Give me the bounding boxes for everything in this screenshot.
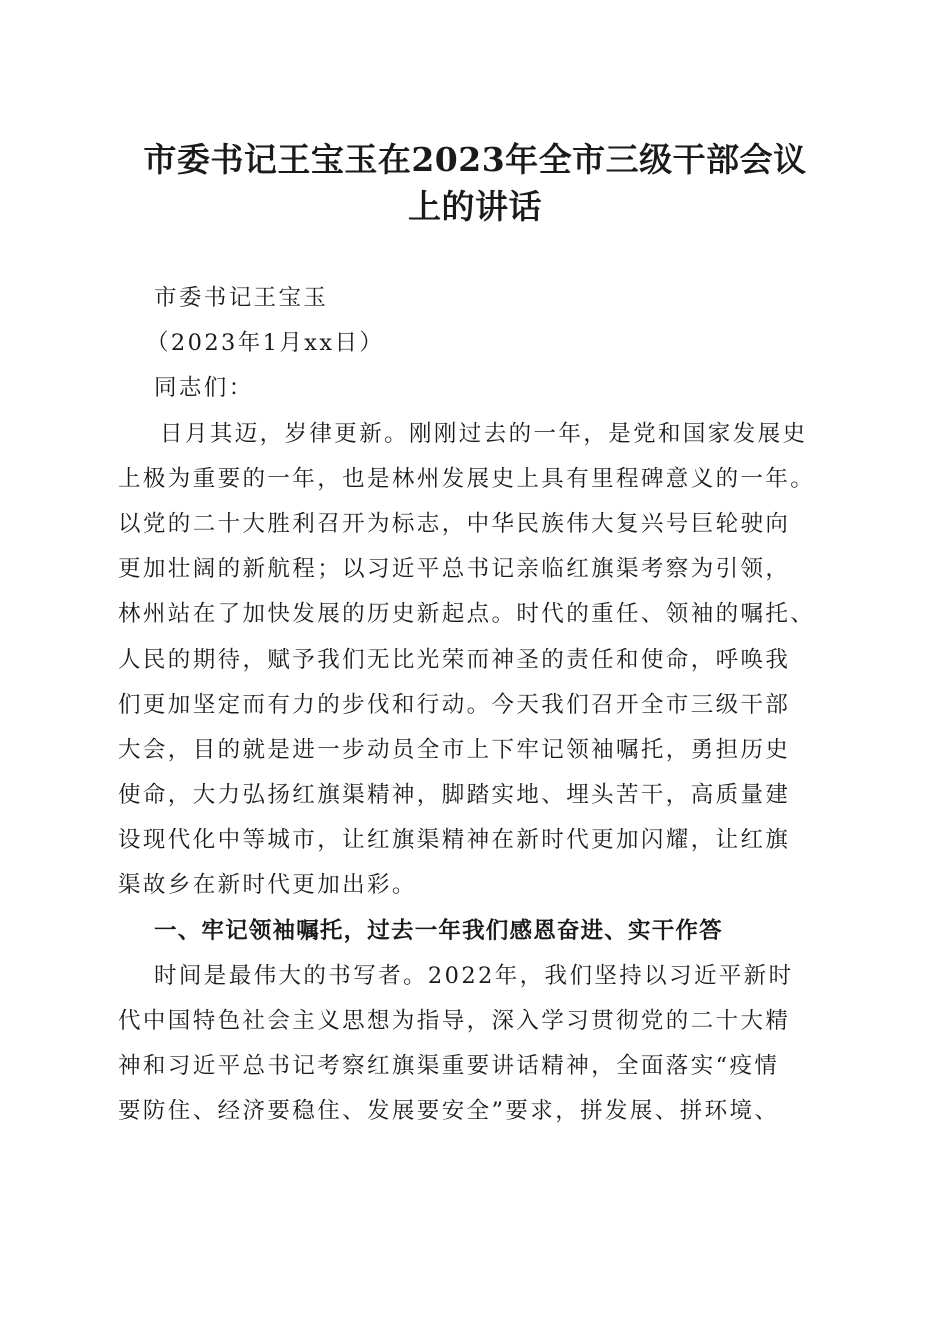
paragraph-line: 们更加坚定而有力的步伐和行动。今天我们召开全市三级干部 [118,691,791,718]
document-title [100,136,850,230]
paragraph-line: 日月其迈，岁律更新。刚刚过去的一年，是党和国家发展史 [160,420,808,447]
date-line: （2023年1月xx日） [146,330,385,357]
paragraph-line: 时间是最伟大的书写者。2022年，我们坚持以习近平新时 [154,962,794,989]
paragraph-1 [118,412,834,909]
paragraph-line: 大会，目的就是进一步动员全市上下牢记领袖嘱托，勇担历史 [118,736,791,763]
paragraph-line: 设现代化中等城市，让红旗渠精神在新时代更加闪耀，让红旗 [118,827,791,854]
section-heading: 一、牢记领袖嘱托，过去一年我们感恩奋进、实干作答 [154,917,723,944]
paragraph-line: 代中国特色社会主义思想为指导，深入学习贯彻党的二十大精 [118,1008,791,1034]
salutation: 同志们： [154,375,254,402]
document-body [118,276,834,1135]
paragraph-line: 林州站在了加快发展的历史新起点。时代的重任、领袖的嘱托、 [118,601,816,628]
speaker-line: 市委书记王宝玉 [154,285,329,311]
paragraph-line: 上极为重要的一年，也是林州发展史上具有里程碑意义的一年。 [118,465,816,492]
title-line: 上的讲话 [408,187,542,226]
paragraph-line: 要防住、经济要稳住、发展要安全”要求，拼发展、拼环境、 [118,1098,780,1125]
paragraph-line: 人民的期待，赋予我们无比光荣而神圣的责任和使命，呼唤我 [118,646,791,673]
paragraph-line: 以党的二十大胜利召开为标志，中华民族伟大复兴号巨轮驶向 [118,510,791,537]
paragraph-line: 更加壮阔的新航程；以习近平总书记亲临红旗渠考察为引领， [118,556,791,583]
paragraph-line: 神和习近平总书记考察红旗渠重要讲话精神，全面落实“疫情 [118,1053,780,1080]
paragraph-line: 使命，大力弘扬红旗渠精神，脚踏实地、埋头苦干，高质量建 [118,782,791,809]
title-line: 市委书记王宝玉在2023年全市三级干部会议 [143,140,807,179]
paragraph-2 [118,954,834,1135]
paragraph-line: 渠故乡在新时代更加出彩。 [118,872,417,899]
